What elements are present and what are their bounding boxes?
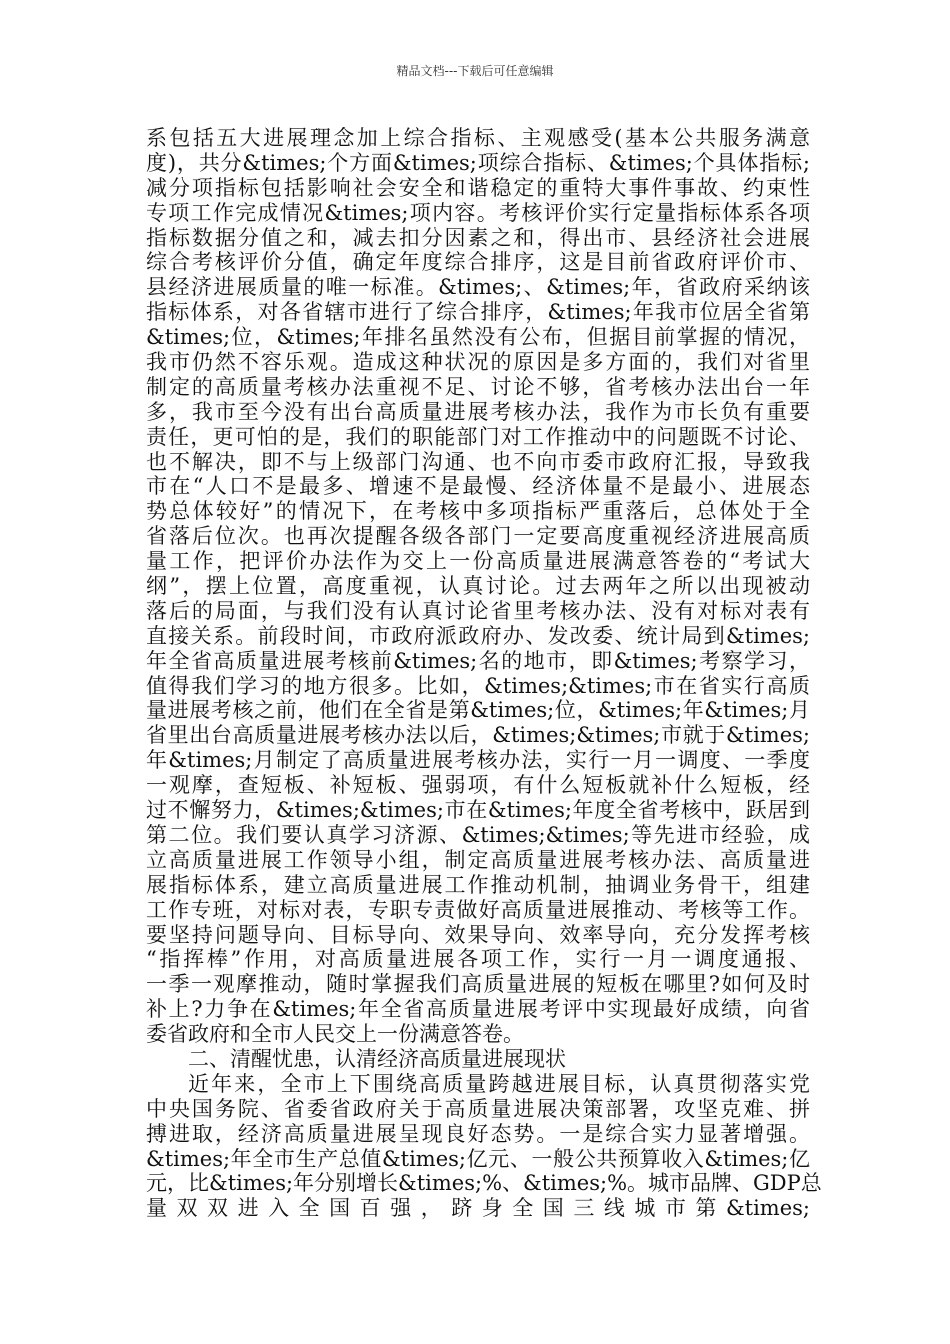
text-line: 减分项指标包括影响社会安全和谐稳定的重特大事件事故、约束性 xyxy=(146,175,810,200)
text-line: 委省政府和全市人民交上一份满意答卷。 xyxy=(146,1022,524,1047)
text-line: 县经济进展质量的唯一标准。&times;、&times;年，省政府采纳该 xyxy=(146,275,810,300)
text-line: “指挥棒”作用，对高质量进展各项工作，实行一月一调度通报、 xyxy=(146,947,810,972)
text-line: 度)，共分&times;个方面&times;项综合指标、&times;个具体指标; xyxy=(146,150,810,175)
text-line: 值得我们学习的地方很多。比如，&times;&times;市在省实行高质 xyxy=(146,673,810,698)
text-line: 第二位。我们要认真学习济源、&times;&times;等先进市经验，成 xyxy=(146,822,810,847)
text-line: 量双双进入全国百强，跻身全国三线城市第&times; xyxy=(146,1196,810,1221)
text-line: &times;位，&times;年排名虽然没有公布，但据目前掌握的情况， xyxy=(146,325,810,350)
text-line: &times;年全市生产总值&times;亿元、一般公共预算收入&times;亿 xyxy=(146,1146,810,1171)
section-heading: 二、清醒忧患，认清经济高质量进展现状 xyxy=(188,1046,566,1071)
text-line: 我市仍然不容乐观。造成这种状况的原因是多方面的，我们对省里 xyxy=(146,350,810,375)
text-line: 多，我市至今没有出台高质量进展考核办法，我作为市长负有重要 xyxy=(146,399,810,424)
text-line: 专项工作完成情况&times;项内容。考核评价实行定量指标体系各项 xyxy=(146,200,810,225)
document-body xyxy=(146,126,822,1221)
text-line: 搏进取，经济高质量进展呈现良好态势。一是综合实力显著增强。 xyxy=(146,1121,810,1146)
text-line: 也不解决，即不与上级部门沟通、也不向市委市政府汇报，导致我 xyxy=(146,449,810,474)
text-line: 落后的局面，与我们没有认真讨论省里考核办法、没有对标对表有 xyxy=(146,598,810,623)
text-line: 元，比&times;年分别增长&times;%、&times;%。城市品牌、GDP总 xyxy=(146,1171,822,1196)
text-line: 综合考核评价分值，确定年度综合排序，这是目前省政府评价市、 xyxy=(146,250,810,275)
text-line: 责任，更可怕的是，我们的职能部门对工作推动中的问题既不讨论、 xyxy=(146,424,810,449)
text-line: 立高质量进展工作领导小组，制定高质量进展考核办法、高质量进 xyxy=(146,847,810,872)
text-line: 一观摩，查短板、补短板、强弱项，有什么短板就补什么短板，经 xyxy=(146,773,810,798)
text-line: 近年来，全市上下围绕高质量跨越进展目标，认真贯彻落实党 xyxy=(188,1071,810,1096)
text-line: 量工作，把评价办法作为交上一份高质量进展满意答卷的“考试大 xyxy=(146,549,810,574)
text-line: 工作专班，对标对表，专职专责做好高质量进展推动、考核等工作。 xyxy=(146,897,810,922)
text-line: 指标体系，对各省辖市进行了综合排序，&times;年我市位居全省第 xyxy=(146,300,810,325)
text-line: 要坚持问题导向、目标导向、效果导向、效率导向，充分发挥考核 xyxy=(146,922,810,947)
text-line: 指标数据分值之和，减去扣分因素之和，得出市、县经济社会进展 xyxy=(146,225,810,250)
text-line: 直接关系。前段时间，市政府派政府办、发改委、统计局到&times; xyxy=(146,623,810,648)
text-line: 系包括五大进展理念加上综合指标、主观感受(基本公共服务满意 xyxy=(146,126,810,150)
text-line: 过不懈努力，&times;&times;市在&times;年度全省考核中，跃居到 xyxy=(146,798,810,823)
text-line: 展指标体系，建立高质量进展工作推动机制，抽调业务骨干，组建 xyxy=(146,872,810,897)
text-line: 年全省高质量进展考核前&times;名的地市，即&times;考察学习， xyxy=(146,648,810,673)
text-line: 一季一观摩推动，随时掌握我们高质量进展的短板在哪里?如何及时 xyxy=(146,972,810,997)
text-line: 补上?力争在&times;年全省高质量进展考评中实现最好成绩，向省 xyxy=(146,997,810,1022)
page-header: 精品文档---下载后可任意编辑 xyxy=(396,64,554,78)
text-line: 中央国务院、省委省政府关于高质量进展决策部署，攻坚克难、拼 xyxy=(146,1096,810,1121)
text-line: 市在“人口不是最多、增速不是最慢、经济体量不是最小、进展态 xyxy=(146,474,810,499)
text-line: 纲”，摆上位置，高度重视，认真讨论。过去两年之所以出现被动 xyxy=(146,574,810,599)
text-line: 势总体较好”的情况下，在考核中多项指标严重落后，总体处于全 xyxy=(146,499,810,524)
text-line: 省落后位次。也再次提醒各级各部门一定要高度重视经济进展高质 xyxy=(146,524,810,549)
text-line: 量进展考核之前，他们在全省是第&times;位，&times;年&times;月 xyxy=(146,698,810,723)
text-line: 省里出台高质量进展考核办法以后，&times;&times;市就于&times; xyxy=(146,723,810,748)
text-line: 制定的高质量考核办法重视不足、讨论不够，省考核办法出台一年 xyxy=(146,374,810,399)
text-line: 年&times;月制定了高质量进展考核办法，实行一月一调度、一季度 xyxy=(146,748,810,773)
